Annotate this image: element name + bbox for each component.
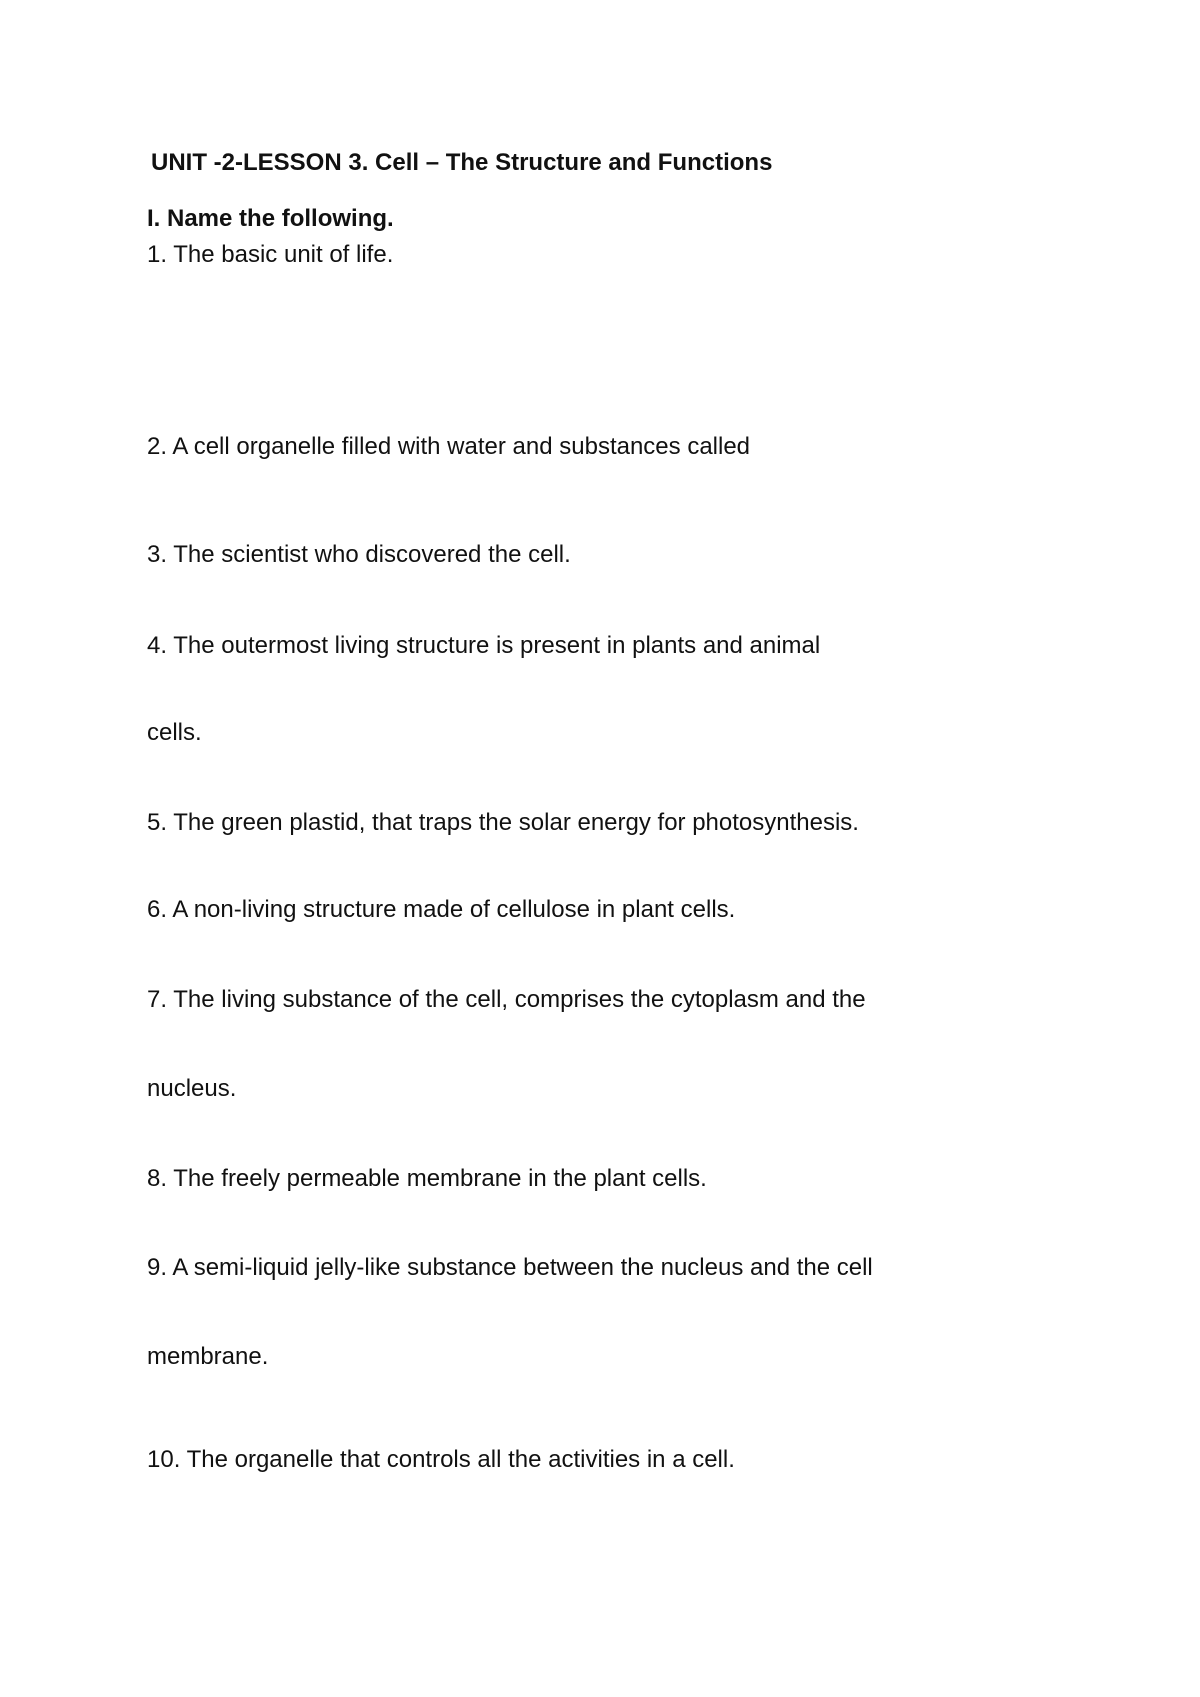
question-6: 6. A non-living structure made of cellulose in plant cells.: [147, 896, 736, 923]
question-2: 2. A cell organelle filled with water and substances called: [147, 433, 751, 460]
question-5: 5. The green plastid, that traps the solar energy for photosynthesis.: [147, 809, 859, 836]
question-7: 7. The living substance of the cell, comprises the cytoplasm and the: [147, 986, 866, 1013]
document-title: UNIT -2-LESSON 3. Cell – The Structure and Functions: [151, 149, 773, 176]
question-10: 10. The organelle that controls all the activities in a cell.: [147, 1446, 735, 1473]
question-4-continuation: cells.: [147, 719, 202, 746]
question-9: 9. A semi-liquid jelly-like substance between the nucleus and the cell: [147, 1254, 873, 1281]
question-8: 8. The freely permeable membrane in the plant cells.: [147, 1165, 707, 1192]
question-7-continuation: nucleus.: [147, 1075, 237, 1102]
question-9-continuation: membrane.: [147, 1343, 269, 1370]
section-heading: I. Name the following.: [147, 205, 394, 232]
question-4: 4. The outermost living structure is present in plants and animal: [147, 632, 821, 659]
question-3: 3. The scientist who discovered the cell.: [147, 541, 571, 568]
question-1: 1. The basic unit of life.: [147, 241, 394, 268]
